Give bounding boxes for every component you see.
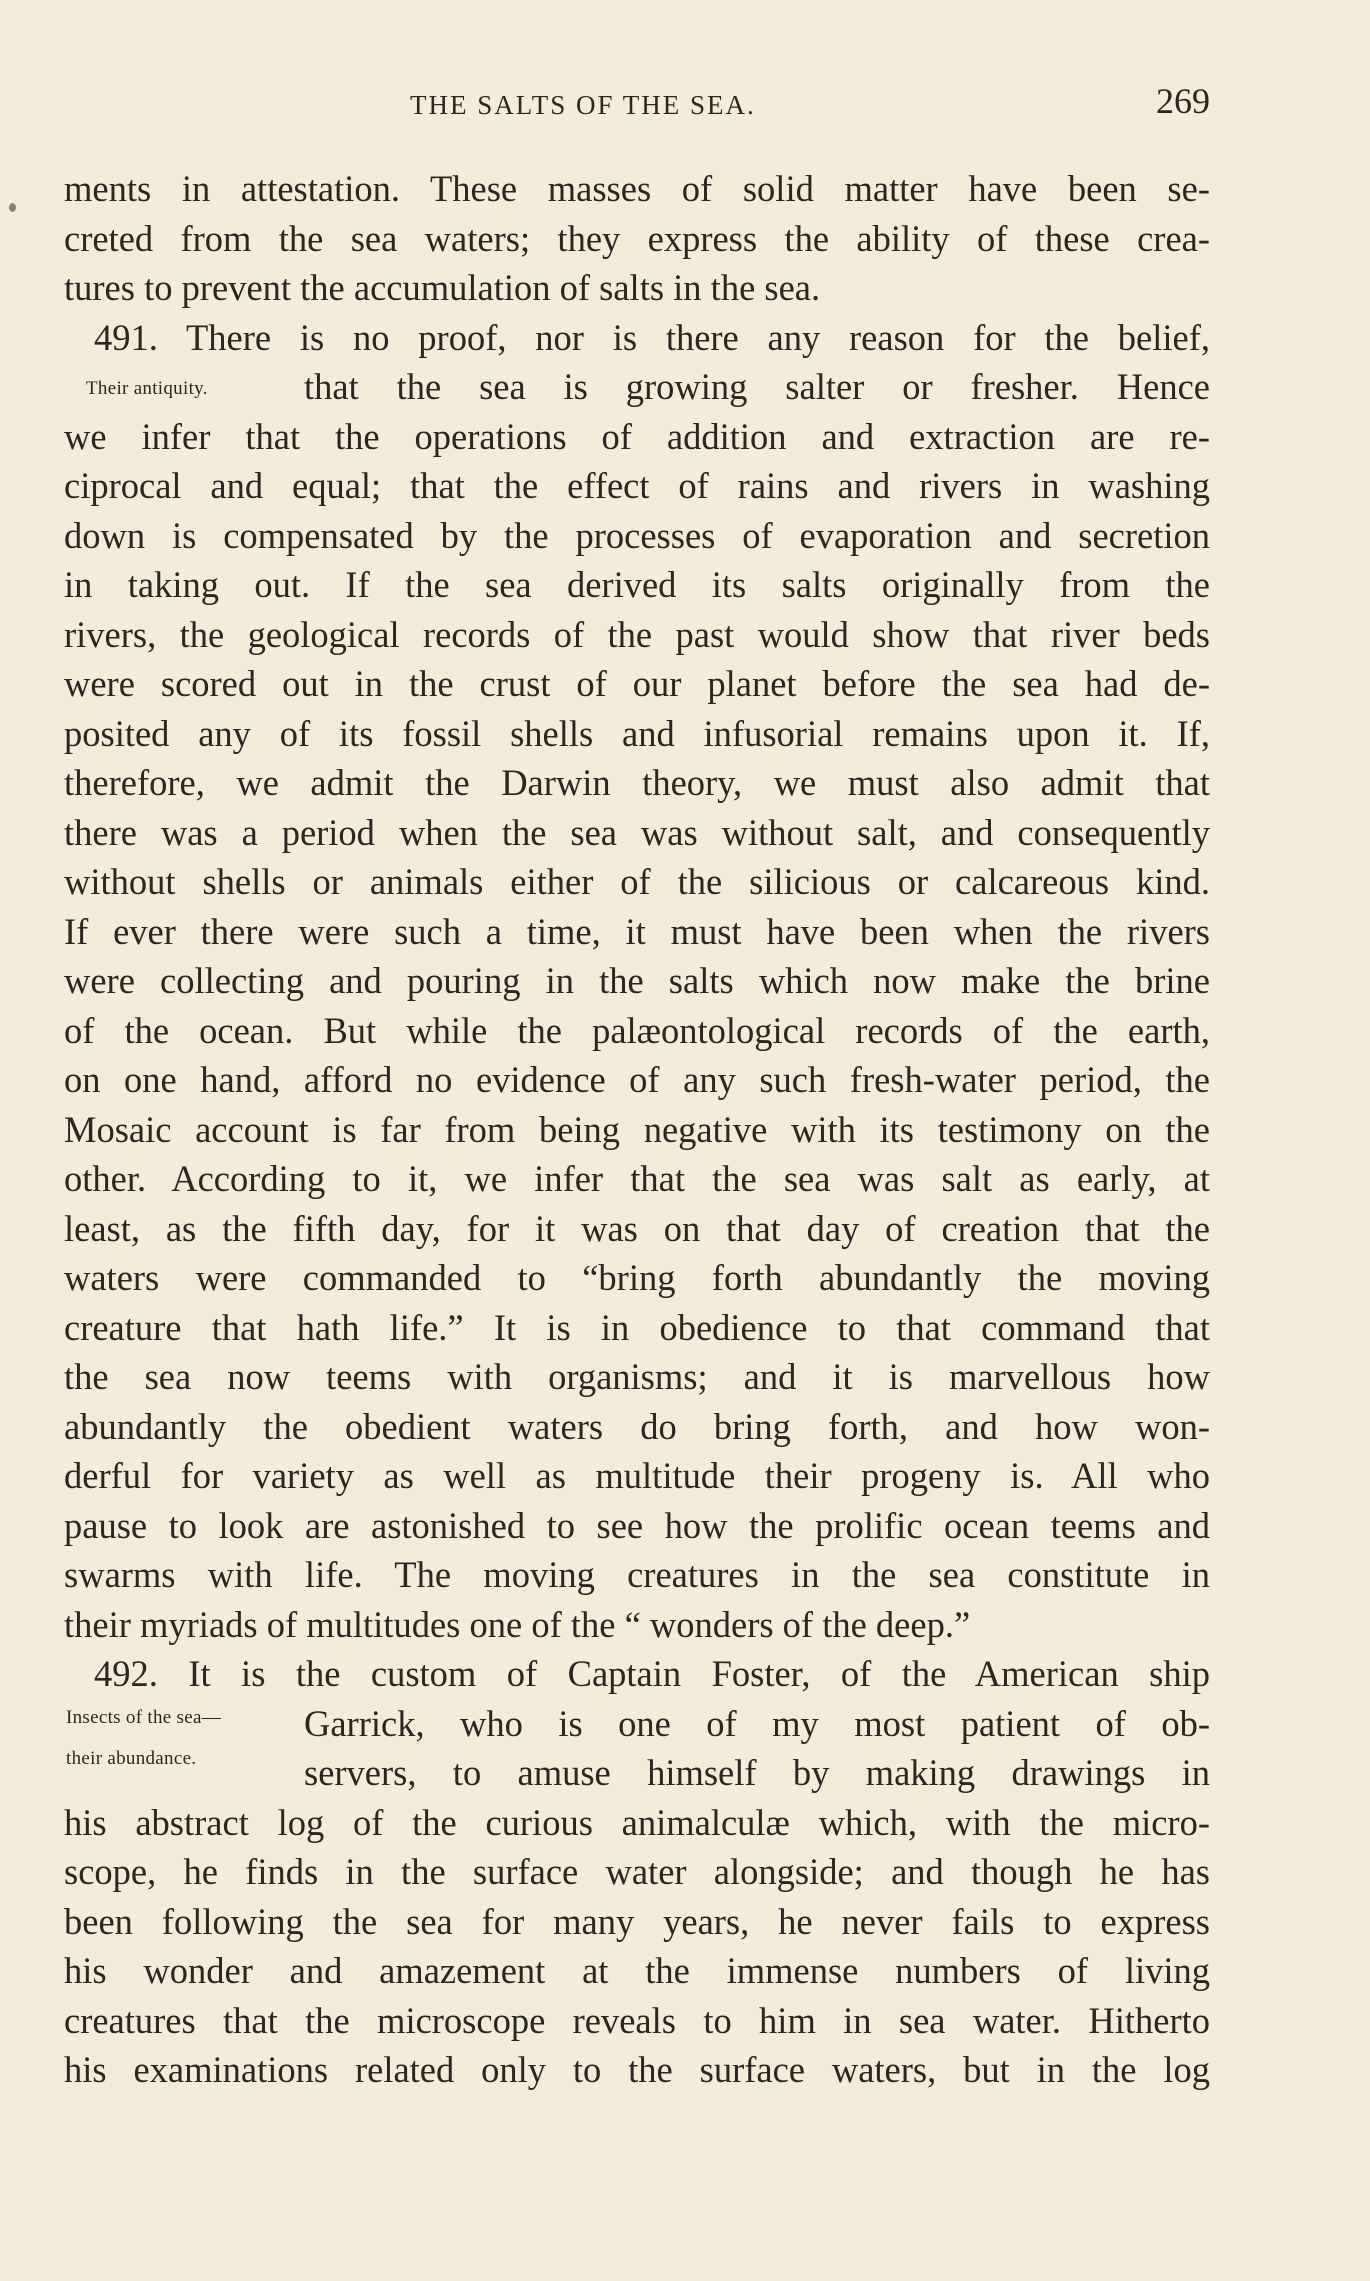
paragraph-492-start: 492. It is the custom of Captain Foster, of the American ship bbox=[94, 1653, 1210, 1694]
text-line: Their antiquity. that the sea is growing salter or fresher. Hence bbox=[64, 362, 1210, 412]
text-line: tures to prevent the accumulation of salts in the sea. bbox=[64, 267, 821, 308]
text-line: abundantly the obedient waters do bring forth, and how won- bbox=[64, 1405, 1210, 1447]
text-line: rivers, the geological records of the past would show that river beds bbox=[64, 613, 1210, 655]
text-line: in taking out. If the sea derived its salts originally from the bbox=[64, 564, 1210, 605]
text-line: creatures that the microscope reveals to him in sea water. Hitherto bbox=[64, 1999, 1210, 2041]
text-line: were collecting and pouring in the salts which now make the brine bbox=[64, 960, 1210, 1001]
text-line: pause to look are astonished to see how the prolific ocean teems and bbox=[64, 1504, 1210, 1546]
margin-note-antiquity: Their antiquity. bbox=[86, 378, 208, 399]
text-line: posited any of its fossil shells and infusorial remains upon it. If, bbox=[64, 712, 1210, 754]
text-line: creature that hath life.” It is in obedience to that command that bbox=[64, 1306, 1210, 1348]
text-line: waters were commanded to “bring forth abundantly the moving bbox=[64, 1257, 1210, 1298]
page-number: 269 bbox=[1156, 81, 1210, 121]
text-line: their myriads of multitudes one of the “ wonders of the deep.” bbox=[64, 1603, 971, 1645]
ink-speck bbox=[9, 203, 16, 212]
paragraph-491-start: 491. There is no proof, nor is there any reason for the belief, bbox=[94, 316, 1210, 358]
text-line: there was a period when the sea was without salt, and consequently bbox=[64, 811, 1210, 853]
text-line: other. According to it, we infer that the sea was salt as early, at bbox=[64, 1158, 1210, 1199]
body-text bbox=[64, 164, 1210, 2095]
text-line: derful for variety as well as multitude their progeny is. All who bbox=[64, 1455, 1210, 1496]
text-line: of the ocean. But while the palæontological records of the earth, bbox=[64, 1009, 1210, 1051]
text-line: the sea now teems with organisms; and it is marvellous how bbox=[64, 1356, 1210, 1397]
text-line: his wonder and amazement at the immense numbers of living bbox=[64, 1950, 1210, 1991]
running-title: THE SALTS OF THE SEA. bbox=[410, 90, 756, 120]
text-line: his examinations related only to the surface waters, but in the log bbox=[64, 2049, 1210, 2090]
text-line: their abundance. servers, to amuse himself by making drawings in bbox=[64, 1748, 1210, 1798]
text-line: without shells or animals either of the silicious or calcareous kind. bbox=[64, 861, 1210, 902]
text-line: his abstract log of the curious animalculæ which, with the micro- bbox=[64, 1801, 1210, 1843]
text-line: If ever there were such a time, it must have been when the rivers bbox=[64, 910, 1210, 952]
text-line: we infer that the operations of addition and extraction are re- bbox=[64, 415, 1210, 457]
page-header bbox=[410, 80, 1210, 130]
text-line: least, as the fifth day, for it was on that day of creation that the bbox=[64, 1207, 1210, 1249]
text-line: scope, he finds in the surface water alongside; and though he has bbox=[64, 1851, 1210, 1892]
margin-note-insects-2: their abundance. bbox=[66, 1748, 197, 1769]
text-line: ments in attestation. These masses of solid matter have been se- bbox=[64, 168, 1210, 209]
text-line: down is compensated by the processes of evaporation and secretion bbox=[64, 514, 1210, 556]
text-line: swarms with life. The moving creatures in the sea constitute in bbox=[64, 1554, 1210, 1595]
text-line: ciprocal and equal; that the effect of rains and rivers in washing bbox=[64, 465, 1210, 506]
text-line: on one hand, afford no evidence of any such fresh-water period, the bbox=[64, 1059, 1210, 1100]
text-line: creted from the sea waters; they express the ability of these crea- bbox=[64, 217, 1210, 259]
margin-note-insects-1: Insects of the sea— bbox=[66, 1706, 222, 1728]
text-line: Insects of the sea— Garrick, who is one of my most patient of ob- bbox=[64, 1699, 1210, 1749]
text-line: were scored out in the crust of our planet before the sea had de- bbox=[64, 663, 1210, 704]
text-line: Mosaic account is far from being negative with its testimony on the bbox=[64, 1108, 1210, 1150]
text-line: been following the sea for many years, he never fails to express bbox=[64, 1900, 1210, 1942]
text-line: therefore, we admit the Darwin theory, we must also admit that bbox=[64, 762, 1210, 803]
